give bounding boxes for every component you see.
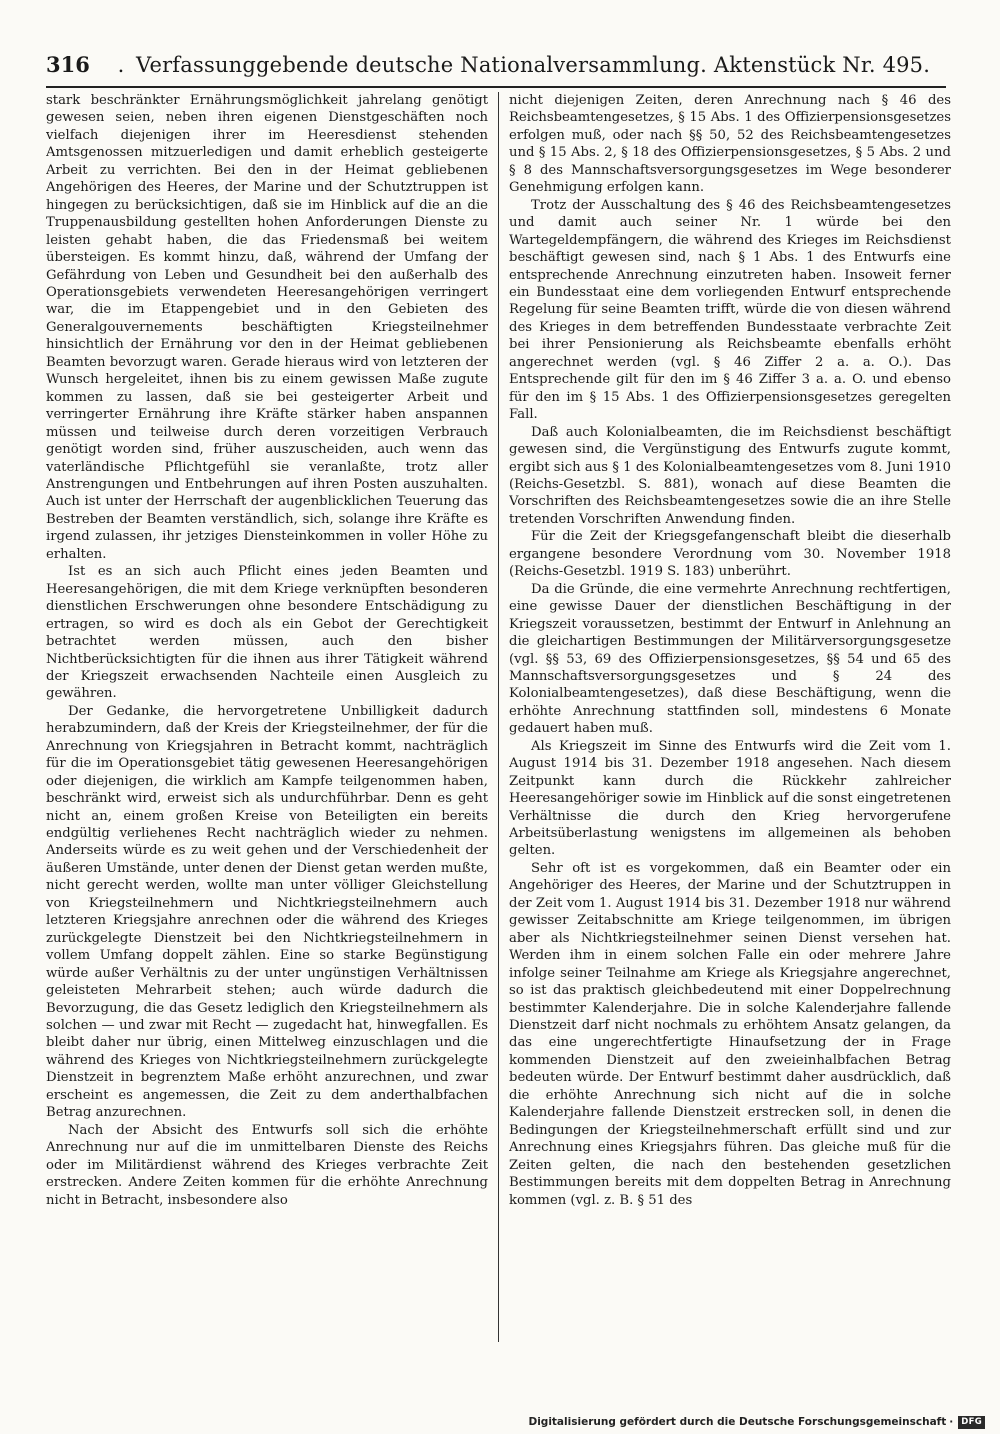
paragraph: stark beschränkter Ernährungsmöglichkeit jahrelang genötigt gewesen seien, neben ihren eigenen Dienstgeschäften noch vielfach diejenigen ihrer im Heeresdienst stehenden Amtsgenossen mitzuerledigen und damit erheblich gesteigerte Arbeit zu verrichten. Bei den in der Heimat gebliebenen Angehörigen des Heeres, der Marine und der Schutztruppen ist hingegen zu berücksichtigen, daß sie im Hinblick auf die an die Truppenausbildung gestellten hohen Anforderungen Dienste zu leisten gehabt haben, die das Friedensmaß bei weitem übersteigen. Es kommt hinzu, daß, während der Umfang der Gefährdung von Leben und Gesundheit bei den außerhalb des Operationsgebiets verwendeten Heeresangehörigen verringert war, die im Etappengebiet und in den Gebieten des Generalgouvernements beschäftigten Kriegsteilnehmer hinsichtlich der Ernährung vor den in der Heimat gebliebenen Beamten bevorzugt waren. Gerade hieraus wird von letzteren der Wunsch hergeleitet, ihnen bis zu einem gewissen Maße zugute kommen zu lassen, daß sie bei gesteigerter Arbeit und verringerter Ernährung ihre Kräfte stärker haben anspannen müssen und teilweise durch deren vorzeitigen Verbrauch genötigt worden sind, früher auszuscheiden, auch wenn das vaterländische Pflichtgefühl sie veranlaßte, trotz aller Anstrengungen und Entbehrungen auf ihren Posten auszuhalten. Auch ist unter der Herrschaft der augenblicklichen Teuerung das Bestreben der Beamten verständlich, sich, solange ihre Kräfte es irgend zulassen, ihr jetziges Diensteinkommen in voller Höhe zu erhalten. <box>46 93 488 562</box>
page-number: 316 <box>46 52 90 77</box>
paragraph: Für die Zeit der Kriegsgefangenschaft bleibt die dieserhalb ergangene besondere Verordnung vom 30. November 1918 (Reichs-Gesetzbl. 1919 S. 183) unberührt. <box>509 529 951 580</box>
paragraph: Trotz der Ausschaltung des § 46 des Reichsbeamtengesetzes und damit auch seiner Nr. 1 würde bei den Wartegeldempfängern, die während des Krieges im Reichsdienst beschäftigt gewesen sind, nach § 1 Abs. 1 des Entwurfs eine entsprechende Anrechnung einzutreten haben. Insoweit ferner ein Bundesstaat eine dem vorliegenden Entwurf entsprechende Regelung für seine Beamten trifft, würde die von diesen während des Krieges in dem betreffenden Bundesstaate verbrachte Zeit bei ihrer Pensionierung als Reichsbeamte ebenfalls erhöht angerechnet werden (vgl. § 46 Ziffer 2 a. a. O.). Das Entsprechende gilt für den im § 46 Ziffer 3 a. a. O. und ebenso für den im § 15 Abs. 1 des Offizierpensionsgesetzes geregelten Fall. <box>509 197 951 423</box>
paragraph: Sehr oft ist es vorgekommen, daß ein Beamter oder ein Angehöriger des Heeres, der Marine und der Schutztruppen in der Zeit vom 1. August 1914 bis 31. Dezember 1918 nur während gewisser Zeitabschnitte am Kriege teilgenommen, im übrigen aber als Nichtkriegsteilnehmer seinen Dienst versehen hat. Werden ihm in einem solchen Falle ein oder mehrere Jahre infolge seiner Teilnahme am Kriege als Kriegsjahre angerechnet, so ist das praktisch gleichbedeutend mit einer Doppelrechnung bestimmter Kalenderjahre. Die in solche Kalenderjahre fallende Dienstzeit darf nicht nochmals zu erhöhtem Ansatz gelangen, da das eine ungerechtfertigte Hinaufsetzung der in Frage kommenden Dienstzeit auf den zweieinhalbfachen Betrag bedeuten würde. Der Entwurf bestimmt daher ausdrücklich, daß die erhöhte Anrechnung sich nicht auf die in solche Kalenderjahre fallende Dienstzeit erstrecken soll, in denen die Bedingungen der Kriegsteilnehmerschaft erfüllt sind und zur Anrechnung eines Kriegsjahrs führen. Das gleiche muß für die Zeiten gelten, die nach den bestehenden gesetzlichen Bestimmungen bereits mit dem doppelten Betrag in Anrechnung kommen (vgl. z. B. § 51 des <box>509 860 951 1208</box>
left-column <box>46 92 488 1344</box>
paragraph: nicht diejenigen Zeiten, deren Anrechnung nach § 46 des Reichsbeamtengesetzes, § 15 Abs. 1 des Offizierpensionsgesetzes erfolgen muß, oder nach §§ 50, 52 des Reichsbeamtengesetzes und § 15 Abs. 2, § 18 des Offizierpensionsgesetzes, § 5 Abs. 2 und § 8 des Mannschaftsversorgungsgesetzes im Wege besonderer Genehmigung erfolgen kann. <box>509 93 951 196</box>
paragraph: Als Kriegszeit im Sinne des Entwurfs wird die Zeit vom 1. August 1914 bis 31. Dezember 1918 angesehen. Nach diesem Zeitpunkt kann durch die Rückkehr zahlreicher Heeresangehöriger sowie im Hinblick auf die sonst eingetretenen Verhältnisse die durch den Krieg hervorgerufene Arbeitsüberlastung wenigstens im allgemeinen als behoben gelten. <box>509 738 951 859</box>
paragraph: Daß auch Kolonialbeamten, die im Reichsdienst beschäftigt gewesen sind, die Vergünstigung des Entwurfs zugute kommt, ergibt sich aus § 1 des Kolonialbeamtengesetzes vom 8. Juni 1910 (Reichs-Gesetzbl. S. 881), wonach auf diese Beamten die Vorschriften des Reichsbeamtengesetzes sowie die an ihre Stelle tretenden Vorschriften Anwendung finden. <box>509 424 951 527</box>
page-header <box>46 52 946 82</box>
digitization-footer <box>528 1413 985 1431</box>
header-rule <box>46 86 946 88</box>
dfg-logo-icon: DFG <box>958 1416 985 1429</box>
running-title: Verfassunggebende deutsche Nationalversammlung. Aktenstück Nr. 495. <box>136 53 931 77</box>
column-divider <box>498 92 499 1342</box>
funding-credit: Digitalisierung gefördert durch die Deutsche Forschungsgemeinschaft <box>528 1416 947 1428</box>
header-separator: . <box>117 53 125 77</box>
paragraph: Der Gedanke, die hervorgetretene Unbilligkeit dadurch herabzumindern, daß der Kreis der Kriegsteilnehmer, der für die Anrechnung von Kriegsjahren in Betracht kommt, nachträglich für die im Operationsgebiet tätig gewesenen Heeresangehörigen oder diejenigen, die wirklich am Kampfe teilgenommen haben, beschränkt wird, erweist sich als undurchführbar. Denn es geht nicht an, einem großen Kreise von Beteiligten ein bereits endgültig verliehenes Recht nachträglich wieder zu nehmen. Anderseits würde es zu weit gehen und der Verschiedenheit der äußeren Umstände, unter denen der Dienst getan werden mußte, nicht gerecht werden, wollte man unter völliger Gleichstellung von Kriegsteilnehmern und Nichtkriegsteilnehmern auch letzteren Kriegsjahre anrechnen oder die während des Krieges zurückgelegte Dienstzeit bei den Nichtkriegsteilnehmern in vollem Umfang doppelt zählen. Eine so starke Begünstigung würde außer Verhältnis zu der unter ungünstigen Verhältnissen geleisteten Mehrarbeit stehen; auch würde dadurch die Bevorzugung, die das Gesetz lediglich den Kriegsteilnehmern als solchen — und zwar mit Recht — zugedacht hat, hinwegfallen. Es bleibt daher nur übrig, einen Mittelweg einzuschlagen und die während des Krieges von Nichtkriegsteilnehmern zurückgelegte Dienstzeit in begrenztem Maße erhöht anzurechnen, und zwar erscheint es angemessen, die Zeit zu dem anderthalbfachen Betrag anzurechnen. <box>46 703 488 1121</box>
paragraph: Da die Gründe, die eine vermehrte Anrechnung rechtfertigen, eine gewisse Dauer der dienstlichen Beschäftigung in der Kriegszeit voraussetzen, bestimmt der Entwurf in Anlehnung an die gleichartigen Bestimmungen der Militärversorgungsgesetze (vgl. §§ 53, 69 des Offizierpensionsgesetzes, §§ 54 und 65 des Mannschaftsversorgungsgesetzes und § 24 des Kolonialbeamtengesetzes), daß diese Beschäftigung, wenn die erhöhte Anrechnung stattfinden soll, mindestens 6 Monate gedauert haben muß. <box>509 581 951 737</box>
paragraph: Nach der Absicht des Entwurfs soll sich die erhöhte Anrechnung nur auf die im unmittelbaren Dienste des Reichs oder im Militärdienst während des Krieges verbrachte Zeit erstrecken. Andere Zeiten kommen für die erhöhte Anrechnung nicht in Betracht, insbesondere also <box>46 1122 488 1208</box>
right-column <box>509 92 951 1344</box>
footer-separator: · <box>949 1416 954 1428</box>
paragraph: Ist es an sich auch Pflicht eines jeden Beamten und Heeresangehörigen, die mit dem Kriege verknüpften besonderen dienstlichen Erschwerungen ohne besondere Entschädigung zu ertragen, so wird es doch als ein Gebot der Gerechtigkeit betrachtet werden müssen, auch den bisher Nichtberücksichtigten für die ihnen aus ihrer Tätigkeit während der Kriegszeit erwachsenden Nachteile einen Ausgleich zu gewähren. <box>46 564 488 702</box>
